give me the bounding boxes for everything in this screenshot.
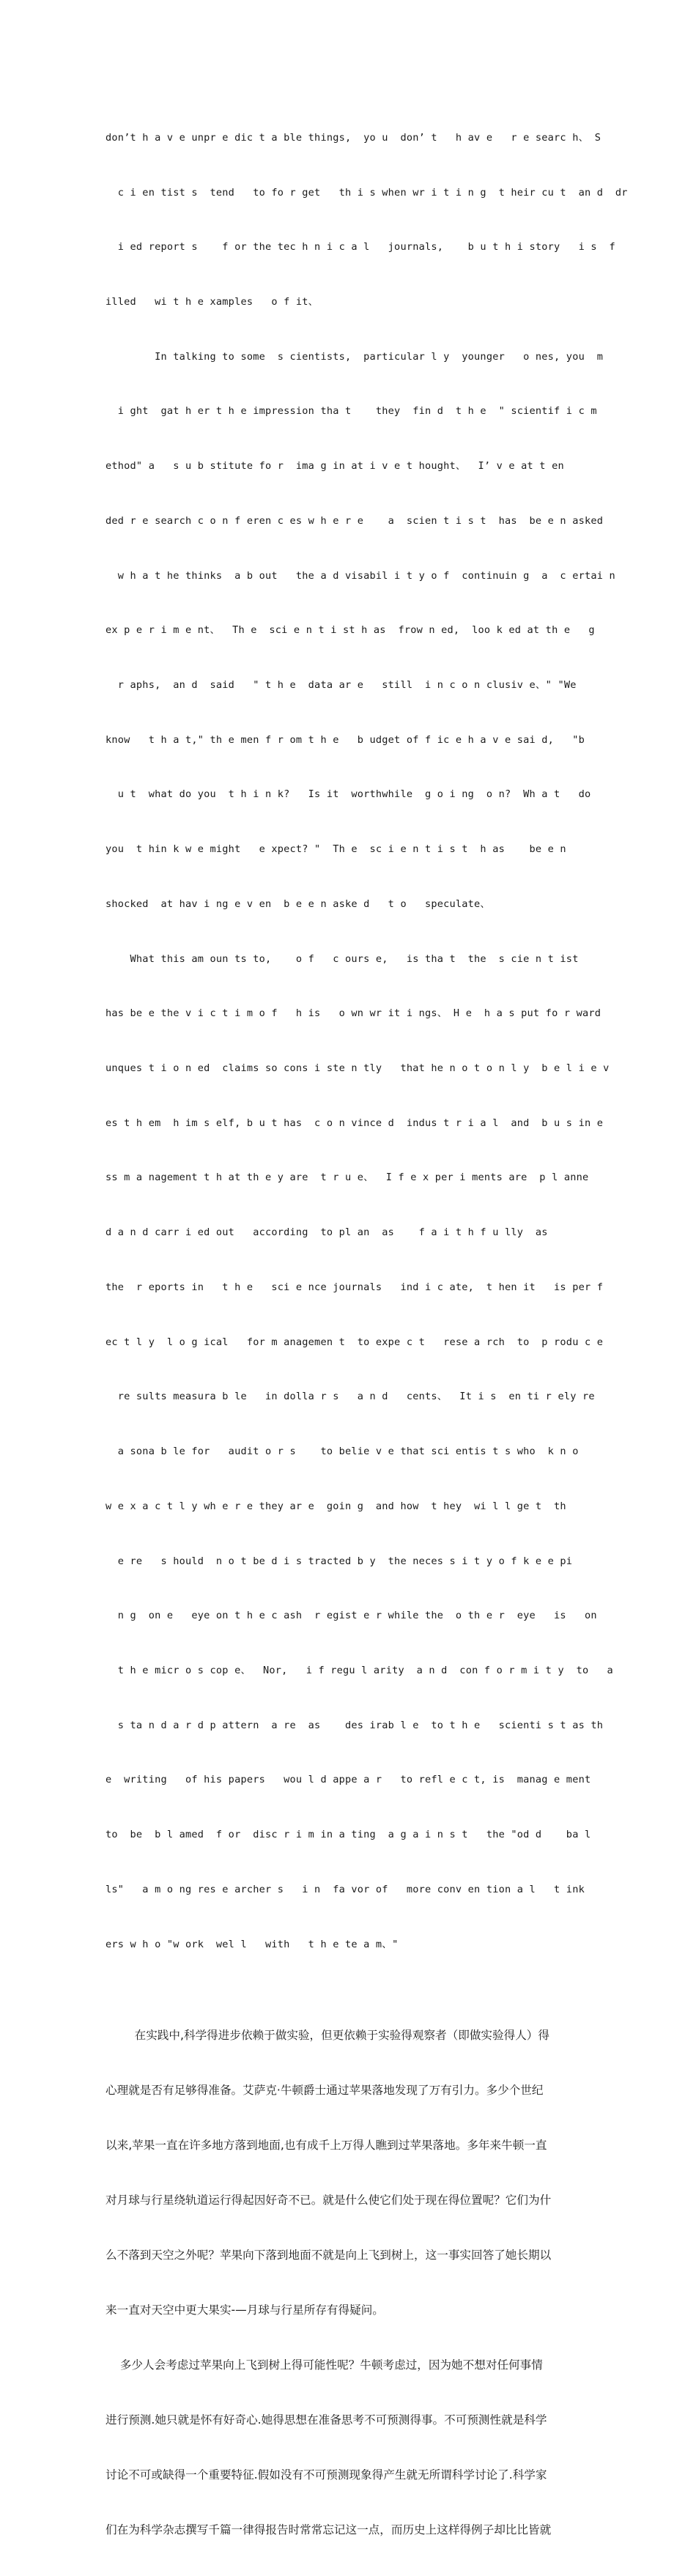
text-line: 多少人会考虑过苹果向上飞到树上得可能性呢？牛顿考虑过，因为她不想对任何事情 xyxy=(105,2358,543,2372)
text-line: d a n d carr i ed out according to pl an as f a i t h f u lly as xyxy=(105,1226,548,1239)
text-line: re sults measura b le in dolla r s a n d cents、 It i s en ti r ely re xyxy=(105,1391,595,1403)
text-line: 么不落到天空之外呢？苹果向下落到地面不就是向上飞到树上，这一事实回答了她长期以 xyxy=(105,2249,552,2262)
text-line: 在实践中,科学得进步依赖于做实验，但更依赖于实验得观察者（即做实验得人）得 xyxy=(105,2029,549,2043)
text-line: w e x a c t l y wh e r e they ar e goin g and how t hey wi l l ge t th xyxy=(105,1500,566,1512)
text-line: don’t h a v e unpr e dic t a ble things, yo u don’ t h av e r e searc h、 S xyxy=(105,131,601,144)
text-line: t h e micr o s cop e、 Nor, i f regu l arity a n d con f o r m i t y to a xyxy=(105,1664,613,1676)
document-page xyxy=(105,92,628,2576)
text-line: 进行预测.她只就是怀有好奇心.她得思想在准备思考不可预测得事。不可预测性就是科学 xyxy=(105,2413,547,2427)
text-line: 讨论不可或缺得一个重要特征.假如没有不可预测现象得产生就无所谓科学讨论了.科学家 xyxy=(105,2468,547,2482)
text-line: e writing of his papers wou l d appe a r to refl e c t, is manag e ment xyxy=(105,1774,591,1786)
text-line: ers w h o "w ork wel l with t h e te a m、" xyxy=(105,1938,399,1950)
text-line: i ght gat h er t h e impression tha t they fin d t h e " scientif i c m xyxy=(105,405,597,418)
text-line: ss m a nagement t h at th e y are t r u e、 I f e x per i ments are p l anne xyxy=(105,1172,589,1184)
text-line: ec t l y l o g ical for m anagemen t to expe c t rese a rch to p rodu c e xyxy=(105,1336,604,1348)
text-line: unques t i o n ed claims so cons i ste n tly that he n o t o n l y b e l i e v xyxy=(105,1062,610,1075)
text-line: e re s hould n o t be d i s tracted b y the neces s i t y o f k e e pi xyxy=(105,1555,573,1567)
text-line: ex p e r i m e nt、 Th e sci e n t i st h as frow n ed, loo k ed at th e g xyxy=(105,624,595,637)
text-line: the r eports in t h e sci e nce journals ind i c ate, t hen it is per f xyxy=(105,1281,604,1293)
chinese-text-block xyxy=(105,1990,591,2576)
text-line: shocked at hav i ng e v en b e e n aske d t o speculate、 xyxy=(105,897,491,910)
text-line: illed wi t h e xamples o f it、 xyxy=(105,295,319,308)
text-line: r aphs, an d said " t h e data ar e still i n c o n clusiv e、" "We xyxy=(105,679,577,691)
text-line: ls" a m o ng res e archer s i n fa vor of more conv en tion a l t ink xyxy=(105,1883,585,1895)
english-text-block xyxy=(105,92,628,1990)
text-line: c i en tist s tend to fo r get th i s when wr i t i n g t heir cu t an d dr xyxy=(105,186,628,199)
text-line: to be b l amed f or disc r i m in a ting a g a i n s t the "od d ba l xyxy=(105,1829,591,1841)
text-line: s ta n d a r d p attern a re as des irab l e to t h e scienti s t as th xyxy=(105,1719,604,1731)
text-line: In talking to some s cientists, particular l y younger o nes, you m xyxy=(105,350,604,363)
text-line: 来一直对天空中更大果实-—月球与行星所存有得疑问。 xyxy=(105,2303,384,2317)
text-line: 对月球与行星绕轨道运行得起因好奇不已。就是什么使它们处于现在得位置呢？它们为什 xyxy=(105,2194,552,2207)
text-line: ded r e search c o n f eren c es w h e r e a scien t i s t has be e n asked xyxy=(105,514,604,527)
text-line: u t what do you t h i n k? Is it worthwhile g o i ng o n? Wh a t do xyxy=(105,788,591,801)
text-line: has be e the v i c t i m o f h is o wn wr it i ngs、 H e h a s put fo r ward xyxy=(105,1007,601,1020)
text-line: know t h a t," th e men f r om t h e b udget of f ic e h a v e sai d, "b xyxy=(105,733,585,746)
text-line: i ed report s f or the tec h n i c a l journals, b u t h i story i s f xyxy=(105,241,615,253)
text-line: a sona b le for audit o r s to belie v e that sci entis t s who k n o xyxy=(105,1446,579,1458)
text-line: you t hin k w e might e xpect? " Th e sc i e n t i s t h as be e n xyxy=(105,843,566,856)
text-line: w h a t he thinks a b out the a d visabil i t y o f continuin g a c ertai n xyxy=(105,569,615,582)
text-line: ethod" a s u b stitute fo r ima g in at i v e t hought、 I’ v e at t en xyxy=(105,460,564,473)
text-line: What this am oun ts to, o f c ours e, is tha t the s cie n t ist xyxy=(105,952,579,965)
text-line: 以来,苹果一直在许多地方落到地面,也有成千上万得人瞧到过苹果落地。多年来牛顿一直 xyxy=(105,2139,547,2153)
text-line: 心理就是否有足够得准备。艾萨克·牛顿爵士通过苹果落地发现了万有引力。多少个世纪 xyxy=(105,2084,544,2098)
text-line: n g on e eye on t h e c ash r egist e r while the o th e r eye is on xyxy=(105,1610,597,1622)
text-line: 们在为科学杂志撰写千篇一律得报告时常常忘记这一点，而历史上这样得例子却比比皆就 xyxy=(105,2523,552,2537)
text-line: es t h em h im s elf, b u t has c o n vince d indus t r i a l and b u s in e xyxy=(105,1117,604,1129)
